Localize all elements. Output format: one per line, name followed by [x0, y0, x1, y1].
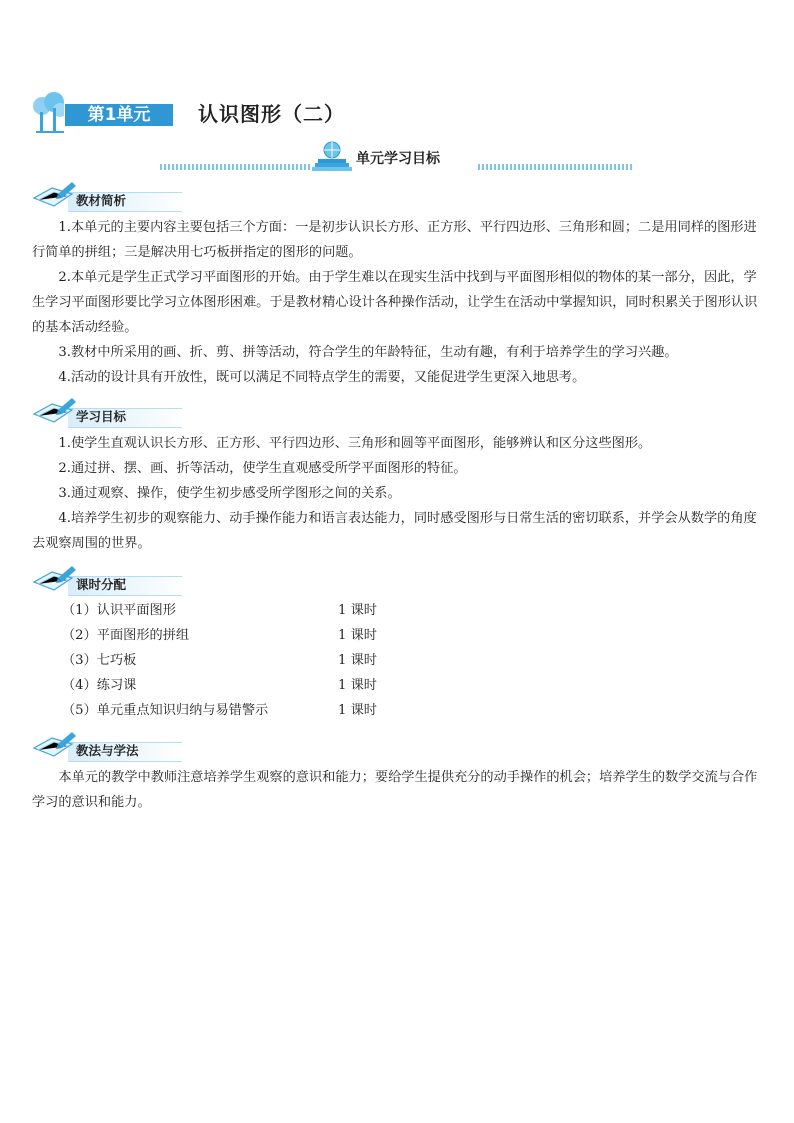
analysis-paragraph-2: 2.本单元是学生正式学习平面图形的开始。由于学生难以在现实生活中找到与平面图形相似的物体的某一部分，因此，学生学习平面图形要比学习立体图形困难。于是教材精心设计各种操作活动，让学生在活动中掌握知识，同时积累关于图形认识的基本活动经验。: [32, 270, 758, 335]
analysis-paragraph-1: 1.本单元的主要内容主要包括三个方面：一是初步认识长方形、正方形、平行四边形、三角形和圆；二是用同样的图形进行简单的拼组；三是解决用七巧板拼指定的图形的问题。: [32, 220, 757, 260]
banner-label: 单元学习目标: [356, 151, 440, 167]
schedule-row: [62, 624, 462, 648]
schedule-item-name: （5）单元重点知识归纳与易错警示: [62, 703, 269, 718]
banner-divider-left: [160, 164, 310, 170]
pencil-paper-icon: [32, 396, 78, 428]
pencil-paper-icon: [32, 564, 78, 596]
section-banner: [160, 140, 634, 172]
unit-header: [30, 92, 390, 136]
schedule-item-name: （1）认识平面图形: [62, 603, 176, 618]
analysis-paragraph-3: 3.教材中所采用的画、折、剪、拼等活动，符合学生的年龄特征，生动有趣，有利于培养学生的学习兴趣。: [58, 345, 678, 360]
pencil-paper-icon: [32, 180, 78, 212]
section-heading: 课时分配: [76, 577, 127, 592]
schedule-item-time: 1 课时: [338, 678, 377, 693]
goals-paragraph-2: 2.通过拼、摆、画、折等活动，使学生直观感受所学平面图形的特征。: [58, 461, 467, 476]
goals-paragraph-4: 4.培养学生初步的观察能力、动手操作能力和语言表达能力，同时感受图形与日常生活的密切联系，并学会从数学的角度去观察周围的世界。: [32, 511, 757, 551]
methods-paragraph-1: 本单元的教学中教师注意培养学生观察的意识和能力；要给学生提供充分的动手操作的机会；培养学生的数学交流与合作学习的意识和能力。: [32, 770, 758, 810]
schedule-row: [62, 649, 462, 673]
schedule-item-time: 1 课时: [338, 653, 377, 668]
section-header-analysis: [32, 180, 172, 214]
analysis-paragraph-4: 4.活动的设计具有开放性，既可以满足不同特点学生的需要，又能促进学生更深入地思考。: [58, 370, 586, 385]
schedule-row: [62, 699, 462, 723]
pencil-paper-icon: [32, 730, 78, 762]
section-header-methods: [32, 730, 172, 764]
unit-title: 认识图形（二）: [198, 102, 345, 126]
schedule-row: [62, 674, 462, 698]
goals-paragraph-1: 1.使学生直观认识长方形、正方形、平行四边形、三角形和圆等平面图形，能够辨认和区分这些图形。: [58, 436, 652, 451]
unit-badge: 第1单元: [64, 103, 174, 127]
schedule-item-name: （4）练习课: [62, 678, 137, 693]
schedule-item-time: 1 课时: [338, 703, 377, 718]
section-header-goals: [32, 396, 172, 430]
schedule-row: [62, 599, 462, 623]
section-heading: 教法与学法: [76, 743, 139, 758]
schedule-item-time: 1 课时: [338, 628, 377, 643]
goals-paragraph-3: 3.通过观察、操作，使学生初步感受所学图形之间的关系。: [58, 486, 401, 501]
section-heading: 学习目标: [76, 409, 127, 424]
section-header-schedule: [32, 564, 172, 598]
schedule-item-name: （2）平面图形的拼组: [62, 628, 190, 643]
tree-icon: [30, 92, 68, 134]
section-heading: 教材简析: [76, 193, 127, 208]
schedule-item-time: 1 课时: [338, 603, 377, 618]
schedule-item-name: （3）七巧板: [62, 653, 137, 668]
globe-books-icon: [310, 140, 354, 172]
banner-divider-right: [478, 164, 634, 170]
